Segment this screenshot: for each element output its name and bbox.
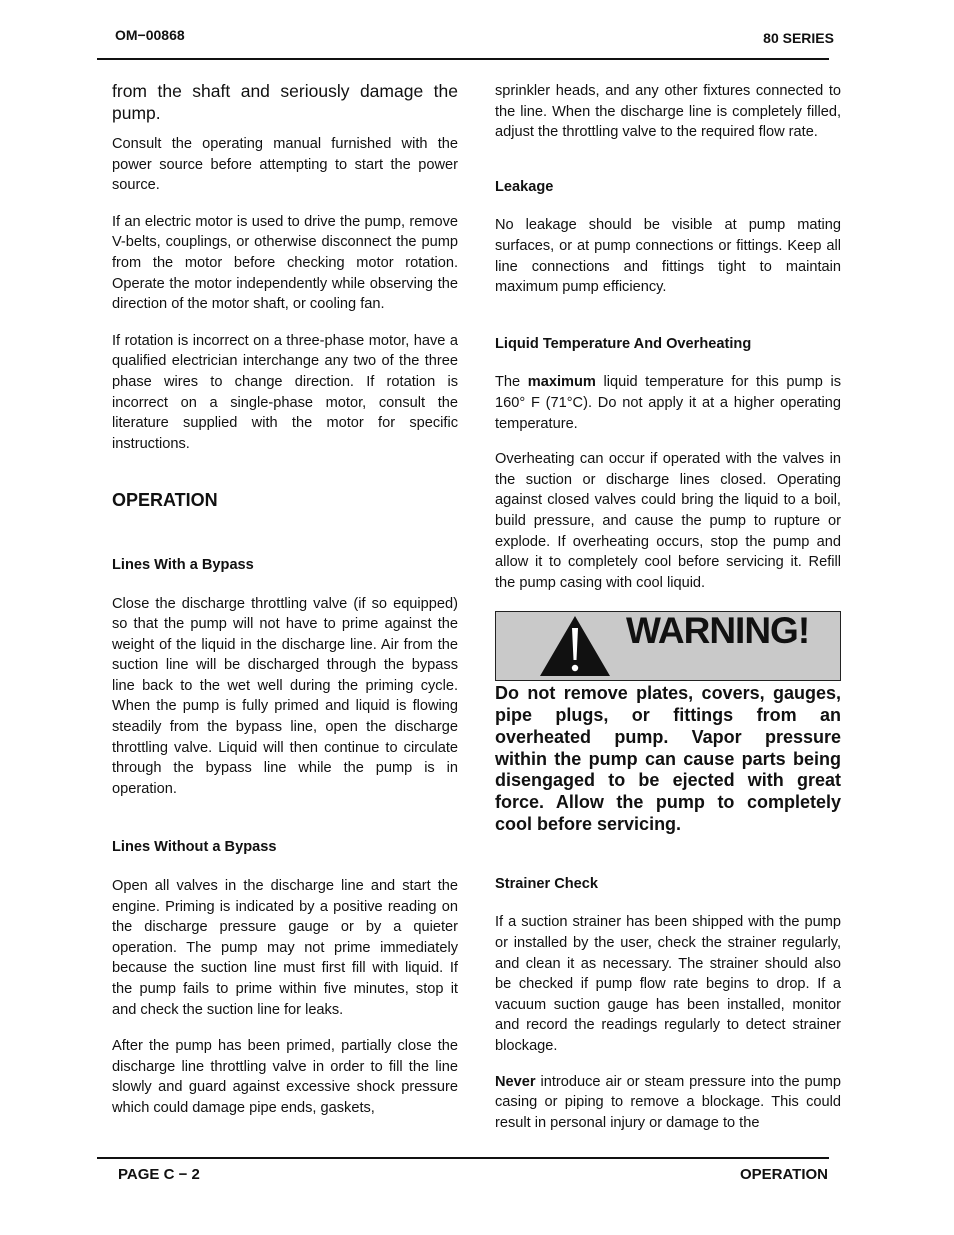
footer-section: OPERATION xyxy=(739,1166,828,1183)
no-bypass-paragraph-1: Open all valves in the discharge line and start the engine. Priming is indicated by a positive reading on the discharge pressure gauge or by a quieter operation. The pump may not prime immediately because the suction line must first fill with liquid. If the pump fails to prime within five minutes, stop it and check the suction line for leaks. xyxy=(112,878,458,1018)
page-number: PAGE C − 2 xyxy=(118,1166,200,1183)
leakage-paragraph: No leakage should be visible at pump mating surfaces, or at pump connections or fittings. Keep all line connections and fittings tight to maintain maximum pump efficiency. xyxy=(495,217,841,296)
warning-text: Do not remove plates, covers, gauges, pipe plugs, or fittings from an overheated pump. Vapor pressure within the pump can cause parts being disengaged to be ejected with great force. Allow the pump to completely cool before servicing. xyxy=(495,683,841,835)
strainer-paragraph: If a suction strainer has been shipped with the pump or installed by the user, check the strainer regularly, and clean it as necessary. The strainer should also be checked if pump flow rate begins to drop. If a vacuum suction gauge has been installed, monitor and record the readings regularly to detect strainer blockage. xyxy=(495,914,841,1055)
strainer-heading: Strainer Check xyxy=(495,875,599,892)
right-column xyxy=(495,81,841,1133)
no-bypass-paragraph-2: After the pump has been primed, partially close the discharge line throttling valve in order to fill the line slowly and guard against excessive shock pressure which could damage pipe ends, gaskets, xyxy=(112,1038,458,1116)
continued-paragraph: sprinkler heads, and any other fixtures connected to the line. When the discharge line is completely filled, adjust the throttling valve to the required flow rate. xyxy=(495,83,841,141)
document-id: OM−00868 xyxy=(115,27,185,43)
header-rule xyxy=(97,58,829,60)
bypass-paragraph: Close the discharge throttling valve (if so equipped) so that the pump will not have to prime against the weight of the liquid in the discharge line. Air from the suction line will be discharged through the bypass line back to the wet well during the priming cycle. When the pump is fully primed and liquid is flowing steadily from the bypass line, open the discharge throttling valve. Liquid will then continue to circulate through the bypass line while the pump is in operation. xyxy=(112,595,458,797)
left-column xyxy=(112,80,458,1119)
series-label: 80 SERIES xyxy=(763,30,834,46)
operation-heading: OPERATION xyxy=(112,490,218,511)
footer-rule xyxy=(97,1157,829,1159)
warning-triangle-icon xyxy=(538,614,612,678)
power-source-paragraph: Consult the operating manual furnished with the power source before attempting to start the power source. xyxy=(112,136,458,194)
rotation-paragraph: If rotation is incorrect on a three-phase motor, have a qualified electrician interchange any two of the three phase wires to change direction. If rotation is incorrect on a single-phase motor, consult the literature supplied with the motor for specific instructions. xyxy=(112,332,458,452)
temperature-heading: Liquid Temperature And Overheating xyxy=(495,335,752,352)
never-emphasis: Never xyxy=(495,1073,536,1090)
leakage-heading: Leakage xyxy=(495,178,554,195)
warning-title: WARNING! xyxy=(626,610,810,652)
no-bypass-heading: Lines Without a Bypass xyxy=(112,839,277,856)
warning-banner xyxy=(495,611,841,681)
bypass-heading: Lines With a Bypass xyxy=(112,556,254,573)
overheating-paragraph: Overheating can occur if operated with the valves in the suction or discharge lines closed. Operating against closed valves could bring the liquid to a boil, build pressure, and cause the pump to rupture or explode. If overheating occurs, stop the pump and allow it to completely cool before servicing it. Refill the pump casing with cool liquid. xyxy=(495,451,841,591)
lead-paragraph: from the shaft and seriously damage the pump. xyxy=(112,81,458,123)
maximum-emphasis: maximum xyxy=(527,374,596,391)
never-paragraph: Never introduce air or steam pressure into the pump casing or piping to remove a blockage. This could result in personal injury or damage to the xyxy=(495,1073,841,1131)
temperature-paragraph: The maximum liquid temperature for this pump is 160° F (71°C). Do not apply it at a higher operating temperature. xyxy=(495,374,842,432)
motor-paragraph: If an electric motor is used to drive the pump, remove V-belts, couplings, or otherwise disconnect the pump from the motor before checking motor rotation. Operate the motor independently while observing the direction of the motor shaft, or cooling fan. xyxy=(112,213,458,313)
